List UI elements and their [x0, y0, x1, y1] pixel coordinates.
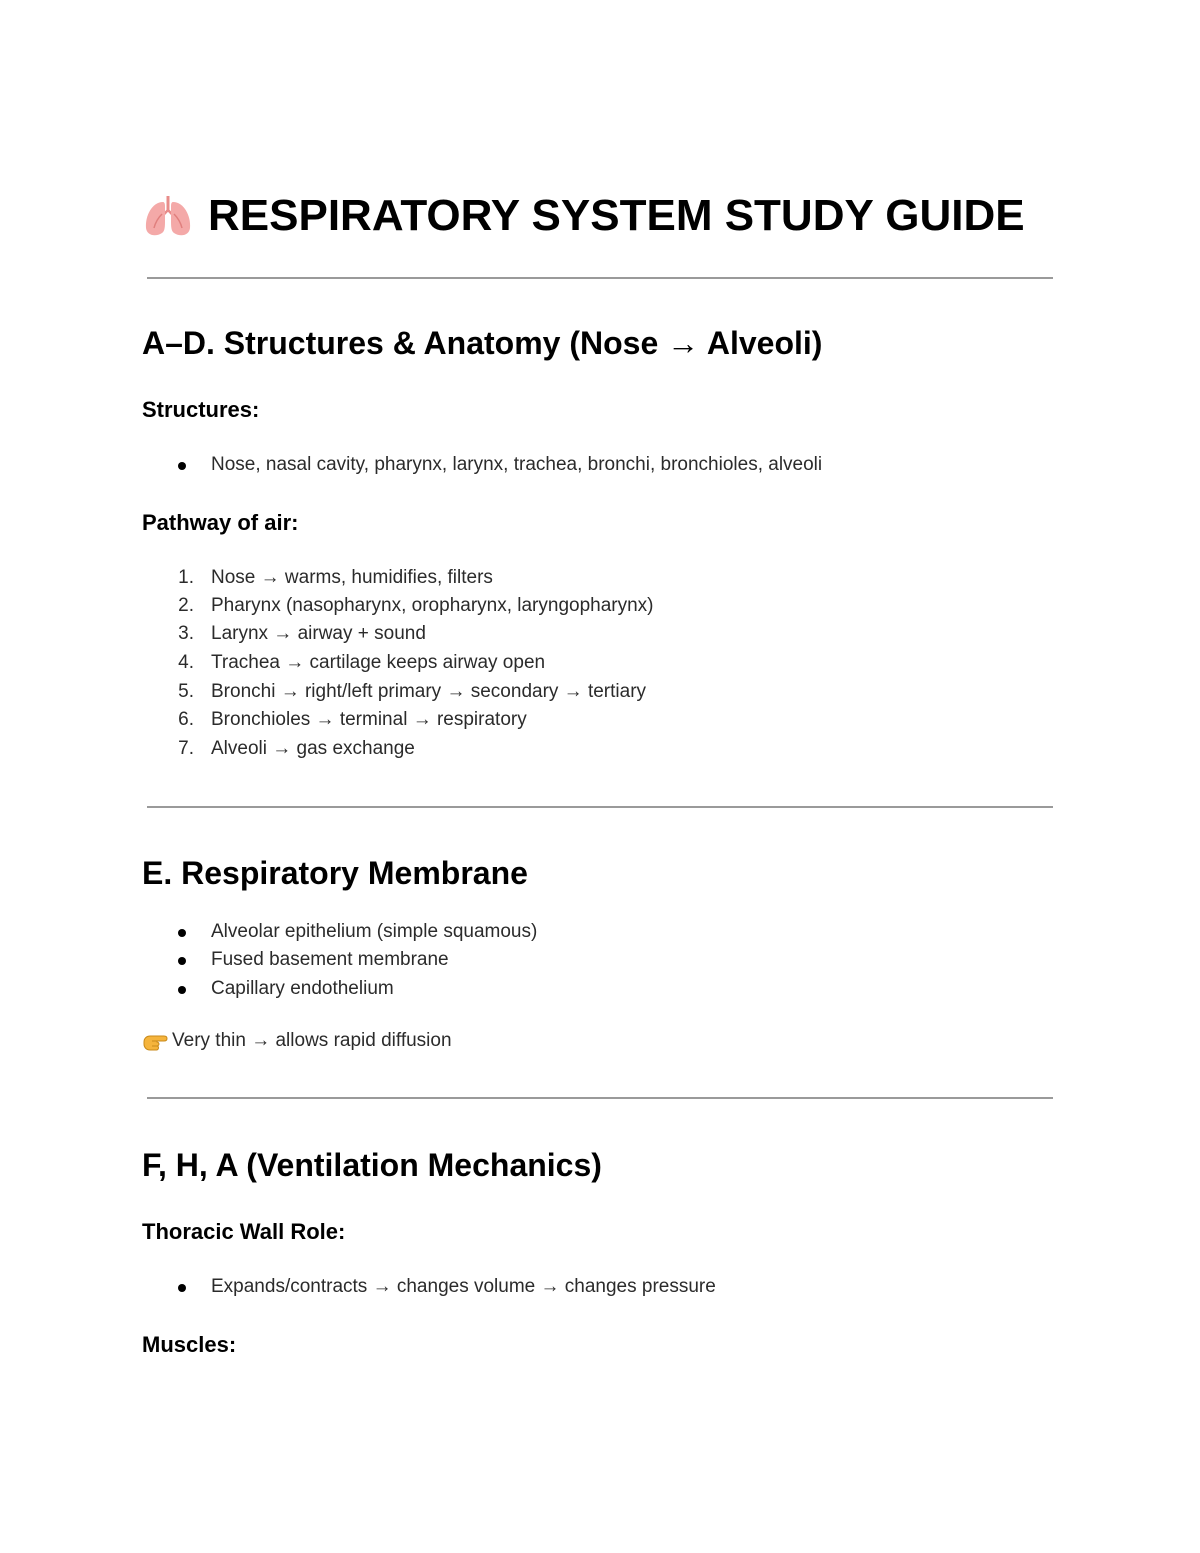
- pathway-label: Pathway of air:: [142, 510, 299, 535]
- list-item: Nose, nasal cavity, pharynx, larynx, trachea, bronchi, bronchioles, alveoli: [211, 454, 823, 475]
- list-number: 1.: [178, 567, 194, 588]
- list-item: Expands/contracts → changes volume → changes pressure: [211, 1276, 716, 1297]
- list-item: Fused basement membrane: [211, 949, 449, 970]
- list-number: 7.: [178, 738, 194, 759]
- list-item: Capillary endothelium: [211, 978, 394, 999]
- bullet-icon: [178, 462, 186, 470]
- muscles-label: Muscles:: [142, 1332, 237, 1357]
- list-number: 6.: [178, 709, 194, 730]
- list-number: 5.: [178, 681, 194, 702]
- list-item: Bronchioles → terminal → respiratory: [211, 709, 527, 730]
- list-item: Alveoli → gas exchange: [211, 738, 415, 759]
- section-heading-structures: A–D. Structures & Anatomy (Nose → Alveoli): [142, 325, 823, 361]
- list-item: Alveolar epithelium (simple squamous): [211, 921, 538, 942]
- bullet-icon: [178, 929, 186, 937]
- divider: [147, 277, 1053, 279]
- list-item: Trachea → cartilage keeps airway open: [211, 652, 546, 673]
- page-title: [142, 190, 1025, 242]
- note-text: Very thin → allows rapid diffusion: [172, 1030, 452, 1051]
- bullet-icon: [178, 957, 186, 965]
- note-line: [142, 1028, 452, 1054]
- list-number: 3.: [178, 623, 194, 644]
- bullet-icon: [178, 986, 186, 994]
- title-text: RESPIRATORY SYSTEM STUDY GUIDE: [208, 191, 1025, 240]
- list-number: 2.: [178, 595, 194, 616]
- list-item: Nose → warms, humidifies, filters: [211, 567, 493, 588]
- list-number: 4.: [178, 652, 194, 673]
- list-item: Pharynx (nasopharynx, oropharynx, laryngopharynx): [211, 595, 654, 616]
- list-item: Bronchi → right/left primary → secondary → tertiary: [211, 681, 647, 702]
- list-item: Larynx → airway + sound: [211, 623, 426, 644]
- thoracic-label: Thoracic Wall Role:: [142, 1219, 346, 1244]
- divider: [147, 1097, 1053, 1099]
- structures-label: Structures:: [142, 397, 260, 422]
- divider: [147, 806, 1053, 808]
- section-heading-membrane: E. Respiratory Membrane: [142, 855, 528, 891]
- lungs-icon: [142, 192, 194, 240]
- bullet-icon: [178, 1284, 186, 1292]
- section-heading-ventilation: F, H, A (Ventilation Mechanics): [142, 1147, 602, 1183]
- pointing-hand-icon: [142, 1030, 168, 1052]
